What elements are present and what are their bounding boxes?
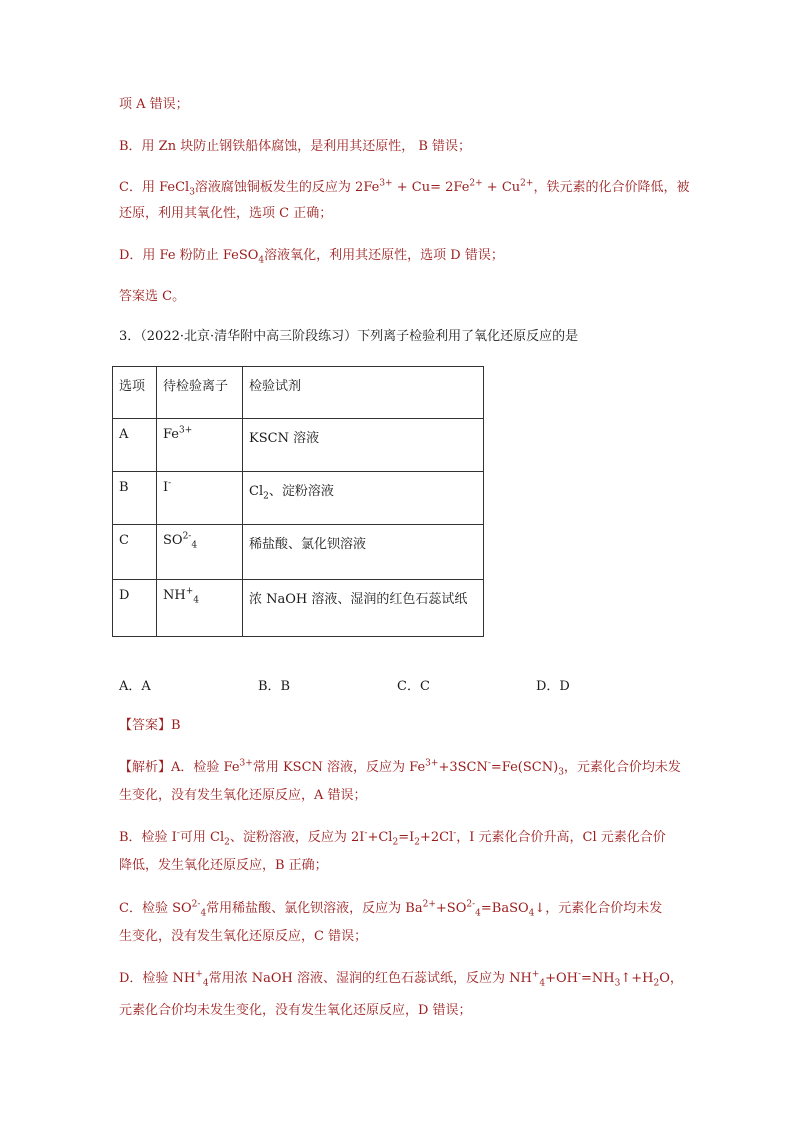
text-fragment: + Cu	[482, 180, 521, 195]
text-fragment: =Fe(SCN)	[490, 760, 559, 775]
subscript: 4	[193, 595, 199, 606]
text-line: B．用 Zn 块防止钢铁船体腐蚀，是利用其还原性， B 错误；	[119, 139, 472, 154]
text-fragment: 常用浓 NaOH 溶液、湿润的红色石蕊试纸，反应为 NH	[208, 971, 532, 986]
table-cell	[157, 472, 243, 525]
text-fragment: 溶液氧化，利用其还原性，选项 D 错误；	[264, 248, 504, 263]
analysis-line: 降低，发生氧化还原反应，B 正确；	[119, 858, 328, 873]
table-cell: KSCN 溶液	[243, 419, 484, 472]
analysis-line	[119, 758, 681, 778]
subscript: 3	[614, 978, 621, 989]
text-fragment: I	[163, 480, 169, 495]
table-header-row	[113, 367, 484, 419]
superscript: -	[176, 828, 180, 839]
text-fragment: +SO	[435, 901, 467, 916]
superscript: +	[185, 586, 194, 597]
text-fragment: =NH	[581, 971, 615, 986]
superscript: 3+	[379, 178, 393, 189]
subscript: 4	[258, 255, 265, 266]
text-line: 还原，利用其氧化性，选项 C 正确；	[119, 206, 333, 221]
text-fragment: 可用 Cl	[179, 830, 225, 845]
text-fragment: A．检验 Fe	[171, 760, 240, 775]
subscript: 4	[539, 978, 546, 989]
answer-options	[119, 675, 679, 695]
superscript: 3+	[425, 758, 439, 769]
option-a: A．A	[119, 679, 151, 694]
text-fragment: Cl	[249, 484, 264, 499]
subscript: 2	[263, 491, 269, 502]
subscript: 4	[200, 908, 207, 919]
option-d: D．D	[536, 679, 570, 694]
subscript: 2	[414, 837, 420, 848]
table-cell	[157, 580, 243, 637]
text-line: 答案选 C。	[119, 289, 186, 304]
text-fragment: O，	[659, 971, 683, 986]
subscript: 4	[528, 908, 535, 919]
text-fragment: D．检验 NH	[119, 971, 196, 986]
table-header: 选项	[113, 367, 157, 419]
text-fragment: C．检验 SO	[119, 901, 192, 916]
table-cell	[157, 525, 243, 580]
text-fragment: ↑+H	[620, 971, 654, 986]
text-fragment: ，铁元素的化合价降低，被	[533, 180, 690, 195]
superscript: +	[195, 969, 203, 980]
table-cell	[243, 472, 484, 525]
text-fragment: +2Cl	[419, 830, 454, 845]
text-fragment: 常用稀盐酸、氯化钡溶液，反应为 Ba	[206, 901, 423, 916]
superscript: +	[531, 969, 540, 980]
text-fragment: =I	[398, 830, 415, 845]
text-fragment: NH	[163, 588, 186, 603]
table-cell: C	[113, 525, 157, 580]
subscript: 4	[475, 908, 481, 919]
analysis-line: 生变化，没有发生氧化还原反应，C 错误；	[119, 929, 368, 944]
table-header: 检验试剂	[243, 367, 484, 419]
answer-line: 【答案】B	[119, 718, 181, 733]
text-fragment: ↓，元素化合价均未发	[534, 901, 663, 916]
subscript: 3	[558, 767, 564, 778]
superscript: -	[453, 828, 457, 839]
text-fragment: 、淀粉溶液，反应为 2I	[229, 830, 365, 845]
text-fragment: + Cu= 2Fe	[392, 180, 470, 195]
table-cell: B	[113, 472, 157, 525]
text-fragment: Fe	[163, 427, 180, 442]
analysis-line	[119, 828, 666, 848]
table-row	[113, 580, 484, 637]
subscript: 2	[653, 978, 660, 989]
superscript: 2-	[191, 899, 201, 910]
superscript: 2+	[422, 899, 436, 910]
text-fragment: ，I 元素化合价升高，Cl 元素化合价	[456, 830, 666, 845]
table-cell: D	[113, 580, 157, 637]
subscript: 2	[224, 837, 230, 848]
table-row	[113, 525, 484, 580]
superscript: 2+	[469, 178, 483, 189]
text-fragment: SO	[163, 533, 183, 548]
superscript: -	[577, 969, 582, 980]
text-fragment: B．检验 I	[119, 830, 177, 845]
analysis-line	[119, 969, 683, 989]
subscript: 3	[189, 187, 195, 198]
superscript: -	[168, 478, 172, 489]
text-fragment: 溶液腐蚀铜板发生的反应为 2Fe	[194, 180, 380, 195]
text-fragment: 常用 KSCN 溶液，反应为 Fe	[252, 760, 426, 775]
text-fragment: +Cl	[367, 830, 393, 845]
ion-test-table	[112, 366, 484, 637]
text-fragment: +3SCN	[438, 760, 488, 775]
superscript: -	[487, 758, 491, 769]
subscript: 4	[202, 978, 209, 989]
table-cell: 稀盐酸、氯化钡溶液	[243, 525, 484, 580]
text-fragment: =BaSO	[480, 901, 529, 916]
superscript: 3+	[239, 758, 253, 769]
text-fragment: 、淀粉溶液	[268, 484, 334, 499]
analysis-label: 【解析】	[119, 760, 172, 775]
analysis-line: 生变化，没有发生氧化还原反应，A 错误；	[119, 788, 367, 803]
text-line	[119, 246, 504, 266]
text-fragment: C．用 FeCl	[119, 180, 190, 195]
option-c: C．C	[397, 679, 430, 694]
subscript: 4	[191, 540, 198, 551]
text-fragment: +OH	[545, 971, 578, 986]
analysis-line	[119, 899, 662, 919]
text-fragment: ，元素化合价均未发	[563, 760, 681, 775]
table-cell: A	[113, 419, 157, 472]
subscript: 2	[392, 837, 399, 848]
superscript: 2+	[520, 178, 534, 189]
superscript: 3+	[179, 425, 193, 436]
analysis-line: 元素化合价均未发生变化，没有发生氧化还原反应，D 错误；	[119, 1003, 472, 1018]
option-b: B．B	[258, 679, 291, 694]
table-cell: 浓 NaOH 溶液、湿润的红色石蕊试纸	[243, 580, 484, 637]
text-line: 项 A 错误；	[119, 97, 189, 112]
superscript: -	[364, 828, 368, 839]
superscript: 2-	[466, 899, 476, 910]
table-row	[113, 472, 484, 525]
question-stem: 3．（2022·北京·清华附中高三阶段练习）下列离子检验利用了氧化还原反应的是	[119, 329, 579, 344]
table-header: 待检验离子	[157, 367, 243, 419]
text-fragment: D．用 Fe 粉防止 FeSO	[119, 248, 259, 263]
table-cell	[157, 419, 243, 472]
table-row	[113, 419, 484, 472]
text-line	[119, 178, 689, 198]
superscript: 2-	[182, 531, 192, 542]
